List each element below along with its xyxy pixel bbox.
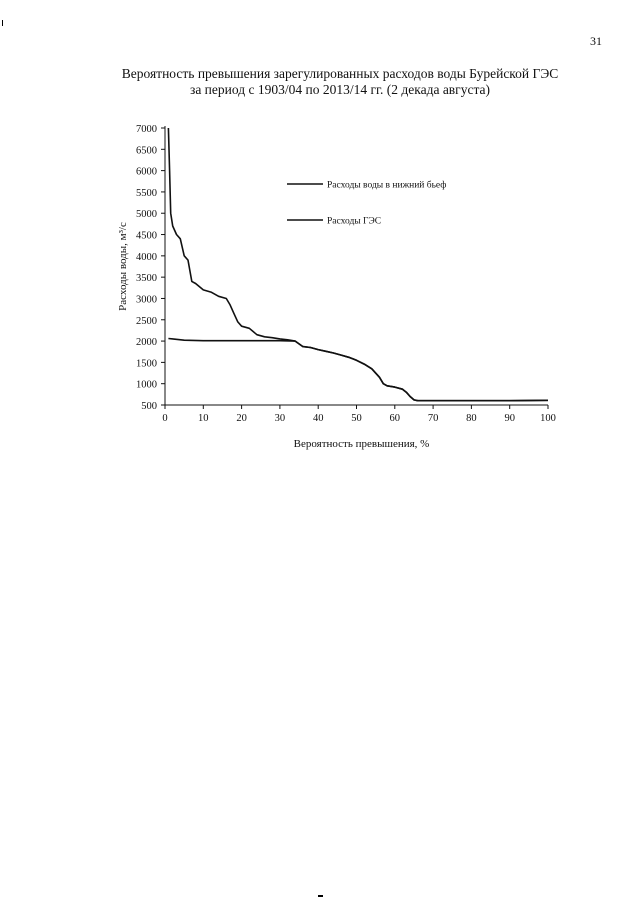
scan-edge-mark-bottom bbox=[318, 895, 323, 897]
y-tick-label: 1500 bbox=[136, 358, 157, 370]
page-number: 31 bbox=[590, 34, 602, 48]
y-tick-label: 5500 bbox=[136, 187, 157, 199]
x-tick-label: 40 bbox=[312, 413, 324, 424]
chart-title-line-1: Вероятность превышения зарегулированных расходов воды Бурейской ГЭС bbox=[121, 66, 559, 81]
x-tick-label: 100 bbox=[540, 413, 556, 424]
x-tick-label: 90 bbox=[504, 413, 515, 424]
x-axis-label: Вероятность превышения, % bbox=[293, 438, 430, 450]
y-tick-label: 5000 bbox=[136, 209, 157, 221]
y-tick-label: 4500 bbox=[136, 230, 157, 242]
series-line-2 bbox=[168, 339, 548, 401]
legend-label-1: Расходы воды в нижний бьеф bbox=[327, 180, 447, 191]
scan-edge-mark-left bbox=[2, 20, 3, 26]
series-line-1 bbox=[168, 128, 548, 401]
y-tick-label: 6500 bbox=[136, 145, 157, 157]
x-tick-label: 10 bbox=[198, 413, 209, 424]
x-tick-label: 20 bbox=[236, 413, 247, 424]
legend-label-2: Расходы ГЭС bbox=[327, 216, 382, 227]
x-tick-label: 70 bbox=[427, 413, 439, 424]
x-tick-label: 60 bbox=[389, 413, 401, 424]
x-tick-label: 50 bbox=[351, 413, 362, 424]
x-tick-label: 30 bbox=[274, 413, 286, 424]
y-tick-label: 3500 bbox=[136, 273, 157, 285]
x-tick-label: 0 bbox=[162, 413, 168, 424]
y-tick-label: 2000 bbox=[136, 337, 157, 349]
y-tick-label: 3000 bbox=[136, 294, 157, 306]
y-tick-label: 500 bbox=[141, 401, 157, 412]
x-tick-label: 80 bbox=[466, 413, 477, 424]
y-axis-label: Расходы воды, м³/с bbox=[117, 222, 129, 311]
y-tick-label: 6000 bbox=[136, 166, 157, 178]
y-tick-label: 7000 bbox=[136, 124, 157, 135]
probability-exceedance-chart bbox=[110, 115, 590, 475]
chart-title-line-2: за период с 1903/04 по 2013/14 гг. (2 декада августа) bbox=[189, 82, 491, 97]
y-tick-label: 4000 bbox=[136, 251, 157, 263]
chart-title bbox=[60, 66, 620, 98]
y-tick-label: 2500 bbox=[136, 315, 157, 327]
y-tick-label: 1000 bbox=[136, 379, 157, 391]
